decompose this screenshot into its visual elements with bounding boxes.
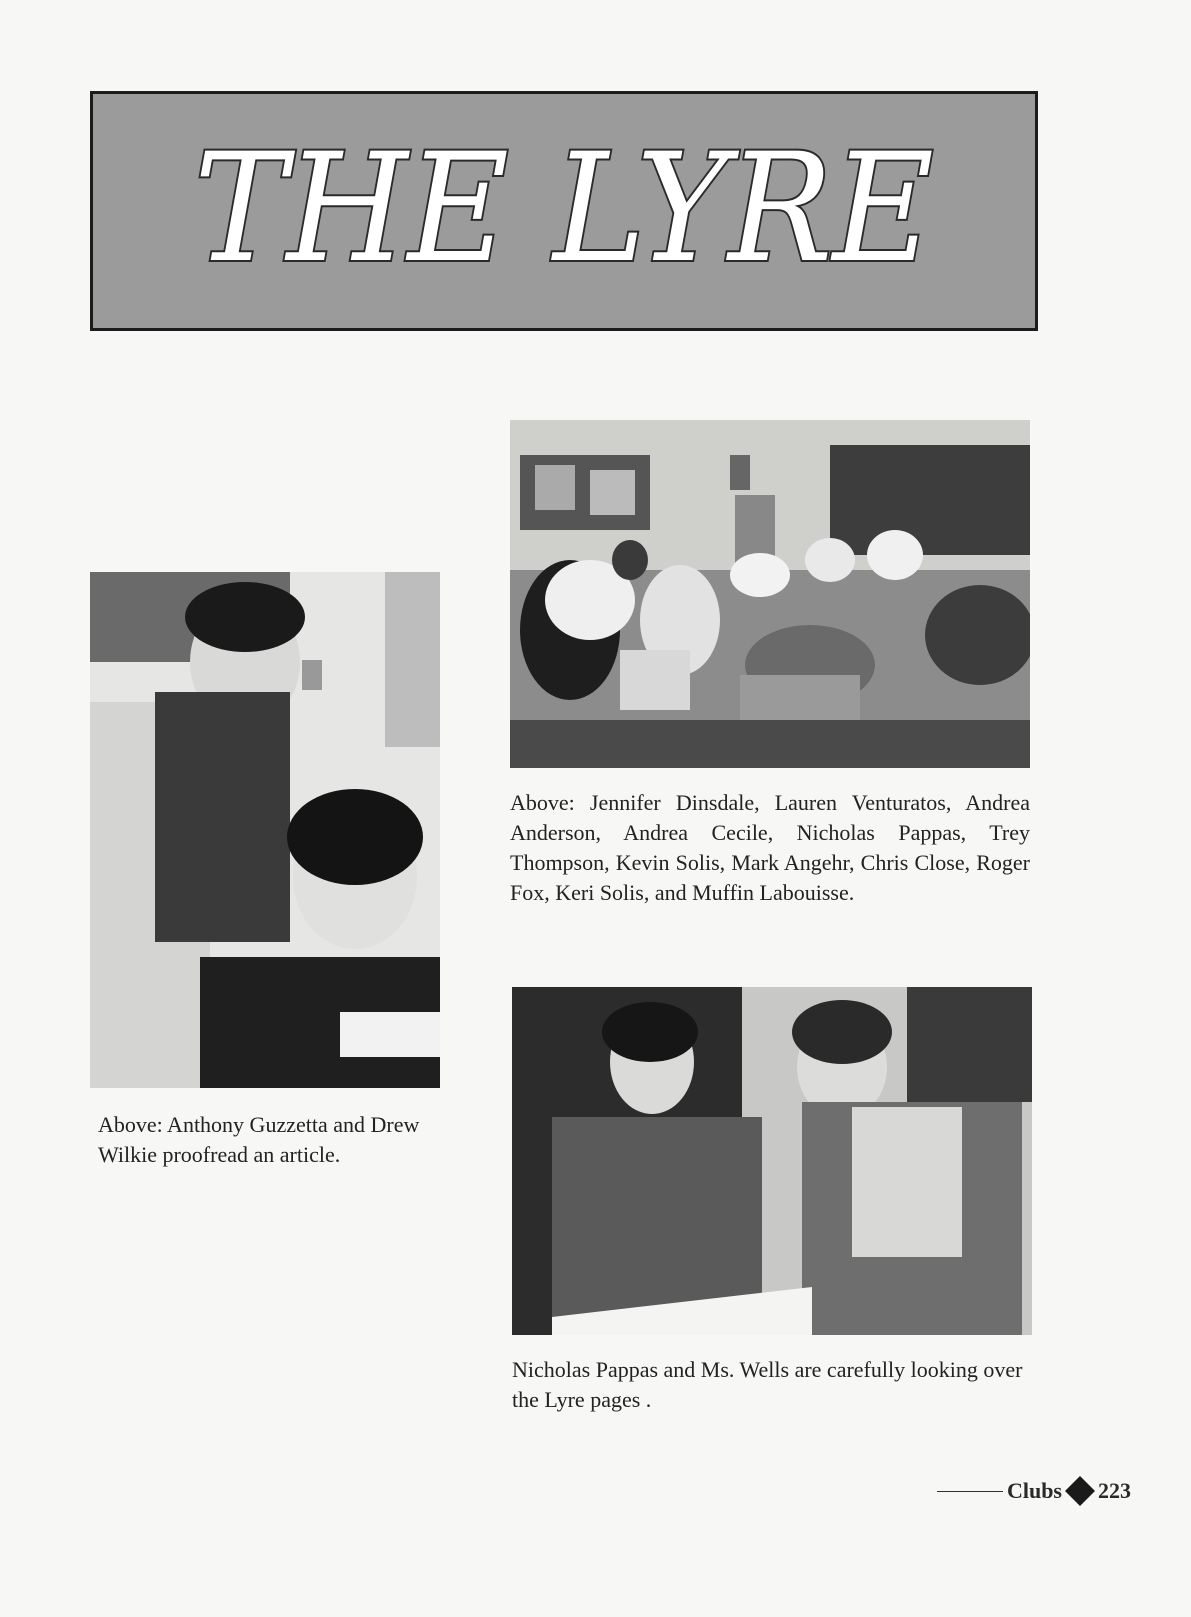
proofread-photo	[90, 572, 440, 1088]
page-number: 223	[1098, 1478, 1131, 1503]
review-illustration	[512, 987, 1032, 1335]
group-meeting-caption: Above: Jennifer Dinsdale, Lauren Venturatos, Andrea Anderson, Andrea Cecile, Nicholas Pappas, Trey Thompson, Kevin Solis, Mark Angehr, Chris Close, Roger Fox, Keri Solis, and Muffin Labouisse.	[510, 790, 1030, 905]
proofread-caption: Above: Anthony Guzzetta and Drew Wilkie proofread an article.	[98, 1112, 420, 1167]
page-footer	[937, 1475, 1131, 1507]
proofread-illustration	[90, 572, 440, 1088]
group-meeting-photo	[510, 420, 1030, 768]
title-banner	[90, 91, 1038, 331]
review-caption: Nicholas Pappas and Ms. Wells are carefully looking over the Lyre pages .	[512, 1357, 1023, 1412]
group-meeting-illustration	[510, 420, 1030, 768]
diamond-icon	[1065, 1476, 1095, 1506]
banner-title: THE LYRE	[194, 122, 934, 296]
review-photo	[512, 987, 1032, 1335]
footer-section-label: Clubs	[1006, 1478, 1062, 1503]
footer-rule	[937, 1491, 1003, 1492]
banner-title-art	[93, 94, 1035, 328]
